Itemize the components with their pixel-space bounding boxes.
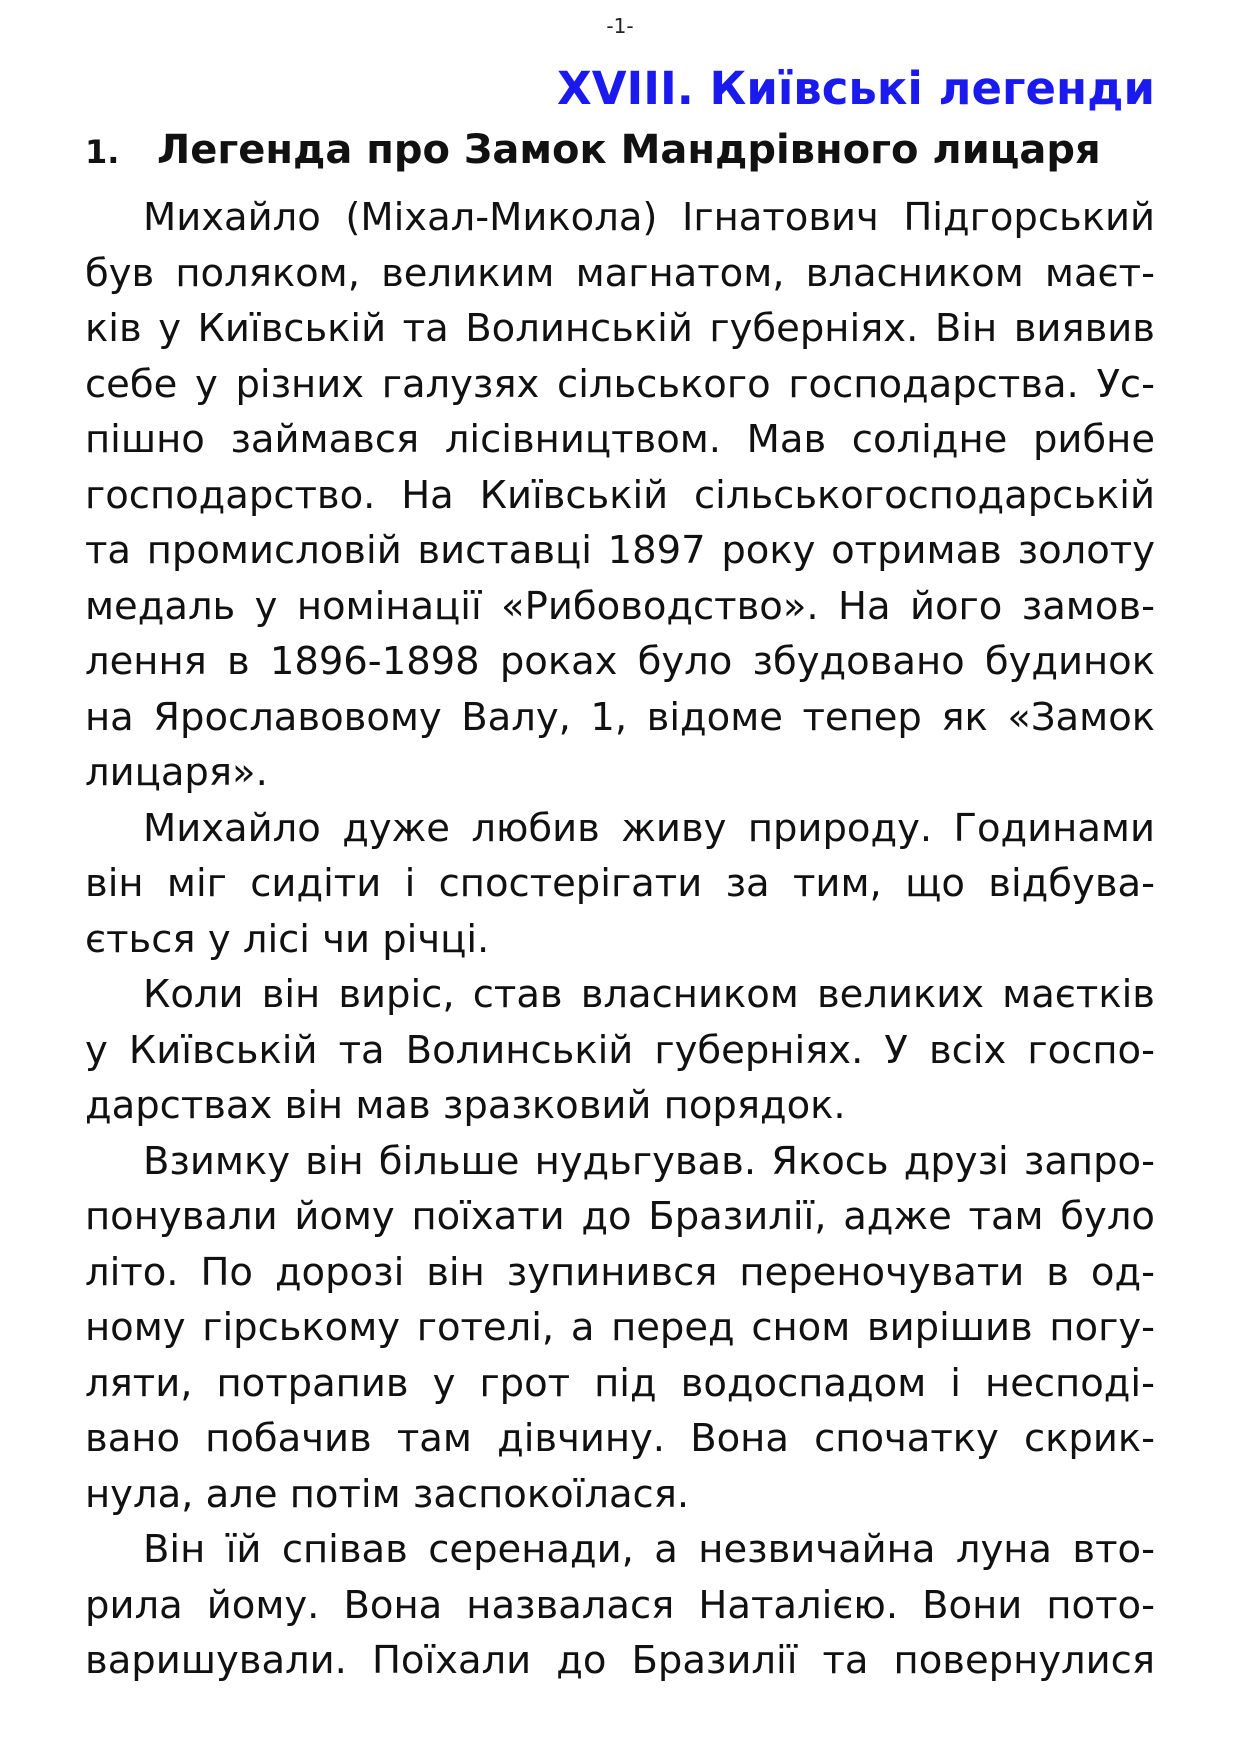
text-line: рила йому. Вона назвалася Наталією. Вони пото- (85, 1582, 1155, 1628)
text-line: він міг сидіти і спостерігати за тим, що відбува- (85, 861, 1155, 906)
text-line: на Ярославовому Валу, 1, відоме тепер як «Замок (85, 694, 1155, 740)
text-line: пішно займався лісівництвом. Мав солідне рибне (85, 417, 1155, 462)
paragraph (85, 967, 1155, 1134)
text-line: вано побачив там дівчину. Вона спочатку скрик- (85, 1416, 1155, 1461)
text-line: у Київській та Волинській губерніях. У всіх госпо- (85, 1027, 1155, 1073)
section-number: 1. (85, 133, 120, 171)
text-line: Він їй співав серенади, а незвичайна луна вто- (143, 1527, 1155, 1572)
paragraph (85, 190, 1155, 801)
text-line: Михайло дуже любив живу природу. Годинами (143, 805, 1155, 851)
text-line: Михайло (Міхал-Микола) Ігнатович Підгорський (143, 195, 1155, 240)
text-line: ляти, потрапив у грот під водоспадом і несподі- (85, 1360, 1155, 1406)
body-text (85, 190, 1155, 1689)
text-line: був поляком, великим магнатом, власником маєт- (85, 250, 1155, 296)
text-line: себе у різних галузях сільського господарства. Ус- (85, 361, 1155, 407)
text-line: Взимку він більше нудьгував. Якось друзі запро- (143, 1138, 1155, 1184)
text-line: господарство. На Київській сільськогосподарській (85, 472, 1155, 518)
text-line: Коли він виріс, став власником великих маєтків (143, 972, 1155, 1017)
text-line: нула, але потім заспокоїлася. (85, 1471, 690, 1517)
text-line: лення в 1896-1898 роках було збудовано будинок (85, 639, 1155, 684)
text-line: ків у Київській та Волинській губерніях. Він виявив (85, 306, 1155, 351)
text-line: варишували. Поїхали до Бразилії та повернулися (85, 1638, 1155, 1683)
text-line: ному гірському готелі, а перед сном вирішив погу- (85, 1305, 1155, 1350)
paragraph (85, 1134, 1155, 1523)
text-line: літо. По дорозі він зупинився переночувати в од- (85, 1249, 1155, 1295)
text-line: лицаря». (85, 750, 268, 795)
section-title: Легенда про Замок Мандрівного лицаря (157, 127, 1101, 173)
text-line: дарствах він мав зразковий порядок. (85, 1083, 846, 1128)
text-line: медаль у номінації «Рибоводство». На його замов- (85, 583, 1155, 629)
section-heading (85, 124, 1155, 178)
text-line: понували йому поїхати до Бразилії, адже там було (85, 1194, 1155, 1239)
text-line: ється у лісі чи річці. (85, 916, 490, 962)
chapter-title: XVIII. Київські легенди (557, 62, 1155, 115)
page-number: -1- (606, 14, 634, 38)
text-line: та промисловій виставці 1897 року отримав золоту (85, 528, 1155, 573)
paragraph (85, 801, 1155, 968)
paragraph (85, 1522, 1155, 1689)
